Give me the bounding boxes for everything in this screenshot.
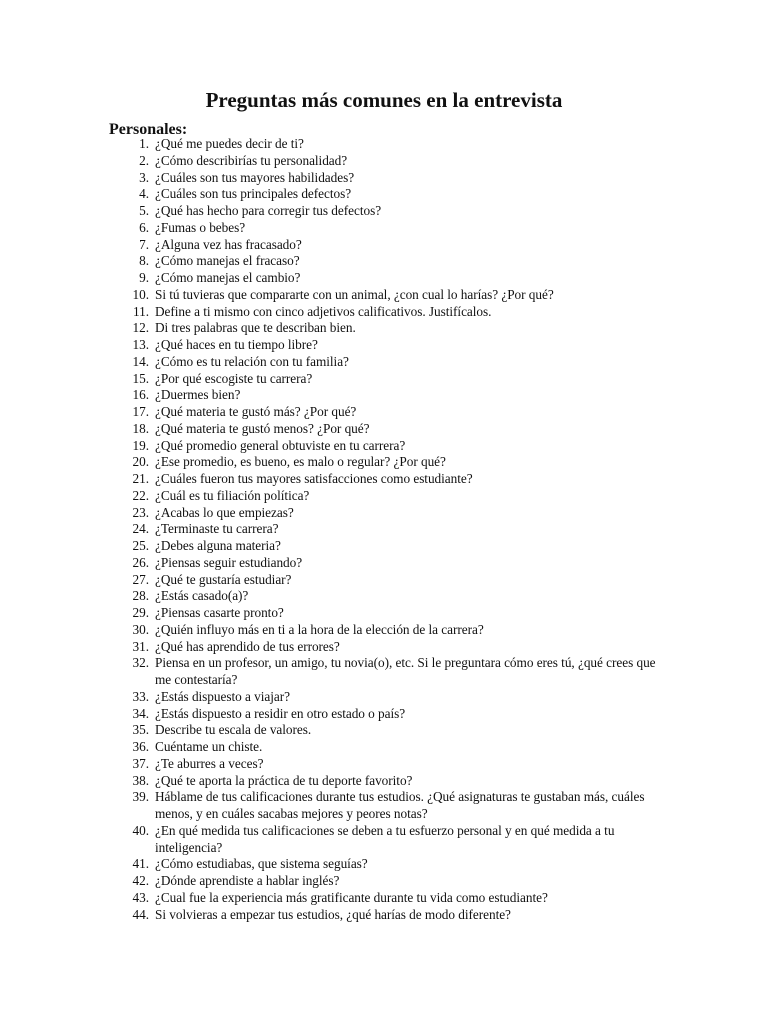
question-number: 41. — [132, 856, 149, 872]
question-item — [0, 639, 658, 656]
question-text: ¿Fumas o bebes? — [155, 219, 246, 235]
question-item — [0, 186, 658, 203]
question-text: Si volvieras a empezar tus estudios, ¿qué harías de modo diferente? — [155, 906, 511, 922]
question-number: 11. — [133, 303, 149, 319]
question-item — [0, 488, 658, 505]
question-number: 28. — [132, 588, 149, 604]
question-item — [0, 555, 658, 572]
question-text: Piensa en un profesor, un amigo, tu novia(o), etc. Si le preguntara cómo eres tú, ¿qué crees que me contestaría? — [155, 655, 656, 687]
question-text: ¿Qué materia te gustó más? ¿Por qué? — [155, 404, 357, 419]
question-text: ¿Cuál es tu filiación política? — [155, 487, 310, 503]
question-text: ¿Qué haces en tu tiempo libre? — [155, 337, 318, 352]
question-number: 1. — [139, 136, 149, 151]
question-number: 12. — [132, 320, 149, 336]
question-item — [0, 153, 658, 170]
question-item — [0, 253, 658, 270]
question-number: 25. — [132, 538, 149, 553]
question-number: 40. — [132, 822, 149, 838]
question-item — [0, 505, 658, 522]
question-item — [0, 270, 658, 287]
question-text: Define a ti mismo con cinco adjetivos calificativos. Justifícalos. — [155, 303, 492, 319]
question-text: ¿Alguna vez has fracasado? — [155, 236, 302, 252]
question-item — [0, 237, 658, 254]
question-item — [0, 170, 658, 187]
question-number: 10. — [132, 286, 149, 302]
question-item — [0, 789, 658, 823]
question-item — [0, 471, 658, 488]
question-item — [0, 722, 658, 739]
question-item — [0, 907, 658, 924]
question-item — [0, 706, 658, 723]
question-text: ¿Qué me puedes decir de ti? — [155, 136, 304, 151]
question-text: ¿Quién influyo más en ti a la hora de la elección de la carrera? — [155, 621, 484, 637]
question-number: 9. — [139, 270, 149, 285]
question-item — [0, 873, 658, 890]
question-text: ¿Cómo describirías tu personalidad? — [155, 152, 348, 168]
question-text: ¿Qué has hecho para corregir tus defectos? — [155, 203, 382, 218]
question-item — [0, 890, 658, 907]
question-item — [0, 572, 658, 589]
question-number: 2. — [139, 152, 149, 168]
question-text: Di tres palabras que te describan bien. — [155, 320, 356, 336]
question-text: ¿Qué materia te gustó menos? ¿Por qué? — [155, 420, 370, 436]
question-text: ¿Acabas lo que empiezas? — [155, 504, 294, 520]
question-number: 39. — [132, 789, 149, 805]
question-number: 14. — [132, 353, 149, 369]
question-text: ¿Debes alguna materia? — [155, 538, 281, 553]
question-number: 37. — [132, 755, 149, 771]
question-item — [0, 220, 658, 237]
question-number: 44. — [132, 906, 149, 922]
question-text: ¿Dónde aprendiste a hablar inglés? — [155, 873, 340, 888]
question-text: ¿Por qué escogiste tu carrera? — [155, 370, 313, 386]
page-title: Preguntas más comunes en la entrevista — [205, 88, 563, 112]
question-number: 18. — [132, 420, 149, 436]
question-number: 16. — [132, 387, 149, 403]
question-number: 30. — [132, 621, 149, 637]
question-number: 21. — [132, 471, 149, 486]
question-text: ¿Qué promedio general obtuviste en tu carrera? — [155, 437, 406, 453]
question-item — [0, 689, 658, 706]
question-text: ¿Cómo manejas el fracaso? — [155, 253, 300, 269]
question-list — [0, 136, 768, 923]
question-item — [0, 337, 658, 354]
question-item — [0, 354, 658, 371]
question-number: 23. — [132, 504, 149, 520]
question-item — [0, 387, 658, 404]
question-number: 29. — [132, 605, 149, 620]
question-text: ¿Terminaste tu carrera? — [155, 521, 279, 537]
question-text: ¿Cómo es tu relación con tu familia? — [155, 353, 349, 369]
question-text: Describe tu escala de valores. — [155, 722, 312, 738]
question-item — [0, 622, 658, 639]
question-number: 6. — [139, 219, 149, 235]
question-number: 27. — [132, 571, 149, 587]
question-number: 3. — [139, 169, 149, 185]
question-number: 22. — [132, 487, 149, 503]
question-item — [0, 739, 658, 756]
question-text: ¿Estás dispuesto a residir en otro estado o país? — [155, 705, 406, 721]
question-number: 15. — [132, 370, 149, 386]
question-number: 43. — [132, 889, 149, 905]
question-item — [0, 203, 658, 220]
question-item — [0, 773, 658, 790]
question-text: Háblame de tus calificaciones durante tus estudios. ¿Qué asignaturas te gustaban más, cuáles menos, y en cuáles sacabas mejores y peores notas? — [155, 789, 645, 821]
question-text: ¿Estás dispuesto a viajar? — [155, 688, 290, 704]
question-text: Cuéntame un chiste. — [155, 739, 263, 754]
question-number: 13. — [132, 337, 149, 352]
question-number: 26. — [132, 554, 149, 570]
question-item — [0, 371, 658, 388]
question-text: ¿Te aburres a veces? — [155, 755, 264, 771]
question-number: 32. — [132, 655, 149, 671]
question-text: ¿Ese promedio, es bueno, es malo o regular? ¿Por qué? — [155, 454, 446, 470]
question-text: ¿Cómo manejas el cambio? — [155, 270, 301, 285]
question-item — [0, 605, 658, 622]
question-number: 20. — [132, 454, 149, 470]
question-number: 8. — [139, 253, 149, 269]
question-item — [0, 404, 658, 421]
question-text: Si tú tuvieras que compararte con un animal, ¿con cual lo harías? ¿Por qué? — [155, 286, 554, 302]
question-item — [0, 538, 658, 555]
question-text: ¿Qué has aprendido de tus errores? — [155, 638, 340, 654]
question-item — [0, 655, 658, 689]
question-number: 42. — [132, 873, 149, 888]
question-number: 34. — [132, 705, 149, 721]
question-text: ¿Piensas seguir estudiando? — [155, 554, 303, 570]
question-number: 5. — [139, 203, 149, 218]
question-number: 7. — [139, 236, 149, 252]
question-item — [0, 421, 658, 438]
question-text: ¿Cual fue la experiencia más gratificante durante tu vida como estudiante? — [155, 889, 548, 905]
question-text: ¿Duermes bien? — [155, 387, 241, 403]
question-item — [0, 438, 658, 455]
question-text: ¿Cuáles fueron tus mayores satisfacciones como estudiante? — [155, 471, 473, 486]
question-number: 19. — [132, 437, 149, 453]
question-text: ¿Piensas casarte pronto? — [155, 605, 284, 620]
question-text: ¿Qué te gustaría estudiar? — [155, 571, 292, 587]
question-text: ¿Cuáles son tus mayores habilidades? — [155, 169, 355, 185]
question-number: 33. — [132, 688, 149, 704]
question-item — [0, 454, 658, 471]
question-item — [0, 588, 658, 605]
question-text: ¿Estás casado(a)? — [155, 588, 249, 604]
question-number: 36. — [132, 739, 149, 754]
question-item — [0, 287, 658, 304]
question-text: ¿Qué te aporta la práctica de tu deporte favorito? — [155, 772, 413, 788]
question-item — [0, 521, 658, 538]
question-number: 24. — [132, 521, 149, 537]
question-item — [0, 304, 658, 321]
question-text: ¿Cómo estudiabas, que sistema seguías? — [155, 856, 368, 872]
question-item — [0, 756, 658, 773]
question-item — [0, 320, 658, 337]
question-number: 31. — [132, 638, 149, 654]
question-number: 4. — [139, 186, 149, 202]
question-item — [0, 823, 658, 857]
section-heading: Personales: — [109, 121, 188, 138]
question-item — [0, 136, 658, 153]
question-text: ¿En qué medida tus calificaciones se deben a tu esfuerzo personal y en qué medida a tu inteligencia? — [155, 822, 615, 855]
question-item — [0, 856, 658, 873]
question-number: 38. — [132, 772, 149, 788]
question-number: 35. — [132, 722, 149, 738]
question-text: ¿Cuáles son tus principales defectos? — [155, 186, 352, 202]
question-number: 17. — [132, 404, 149, 419]
